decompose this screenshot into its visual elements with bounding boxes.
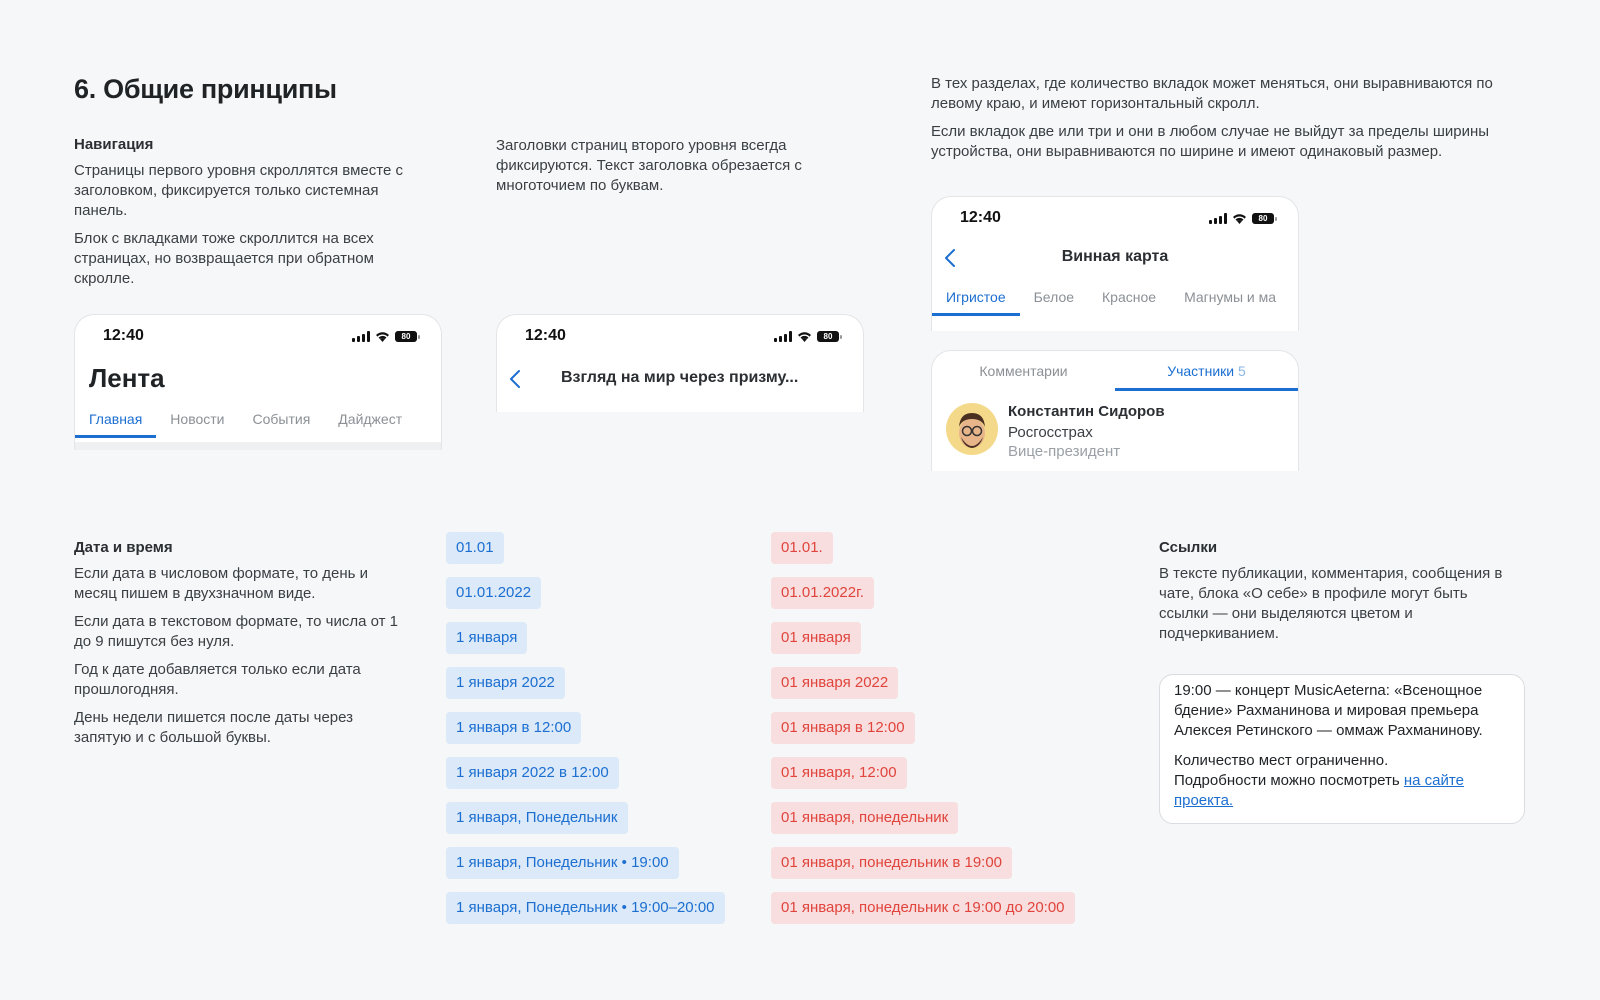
date-example-incorrect: 01 января, понедельник с 19:00 до 20:00 — [771, 892, 1075, 924]
date-example-correct: 1 января 2022 — [446, 667, 565, 699]
tab-magnums[interactable]: Магнумы и ма — [1184, 289, 1277, 305]
date-example-incorrect: 01 января в 12:00 — [771, 712, 915, 744]
date-example-incorrect: 01 января 2022 — [771, 667, 898, 699]
phone-wine-mockup — [931, 196, 1299, 331]
links-section — [1159, 539, 1519, 644]
nav-text-2: Блок с вкладками тоже скроллится на всех страницах, но возвращается при обратном скролле. — [74, 230, 374, 287]
active-tab-indicator — [1115, 388, 1298, 391]
signal-icon — [1209, 213, 1227, 224]
signal-icon — [352, 331, 370, 342]
wine-header-title: Винная карта — [1061, 248, 1169, 265]
tab-digest[interactable]: Дайджест — [338, 411, 403, 427]
phone-article-mockup — [496, 314, 864, 412]
date-example-incorrect: 01.01. — [771, 532, 833, 564]
project-site-link[interactable]: на сайте проекта. — [1174, 772, 1464, 809]
date-example-incorrect: 01 января, понедельник в 19:00 — [771, 847, 1012, 879]
tab-events[interactable]: События — [252, 411, 311, 427]
tab-news[interactable]: Новости — [170, 411, 225, 427]
status-bar — [75, 323, 441, 351]
date-example-correct: 01.01.2022 — [446, 577, 541, 609]
feed-tabs — [75, 411, 416, 438]
wifi-icon — [797, 331, 812, 342]
feed-title: Лента — [89, 363, 165, 393]
dates-heading: Дата и время — [74, 539, 173, 556]
battery-icon: 80 — [395, 331, 417, 342]
headers-section — [496, 136, 826, 196]
date-example-correct: 1 января, Понедельник • 19:00 — [446, 847, 679, 879]
dates-section — [74, 539, 414, 748]
status-bar — [497, 323, 863, 351]
status-time: 12:40 — [960, 209, 1001, 226]
message-text-2a: Количество мест ограниченно. — [1174, 752, 1389, 769]
participant-role: Вице-президент — [1008, 443, 1121, 460]
link-example-message — [1159, 674, 1525, 824]
date-example-correct: 1 января, Понедельник — [446, 802, 628, 834]
battery-icon: 80 — [817, 331, 839, 342]
wifi-icon — [375, 331, 390, 342]
tabs-text-1: В тех разделах, где количество вкладок может меняться, они выравниваются по левому краю, и имеют горизонтальный скролл. — [931, 75, 1493, 112]
date-example-correct: 1 января — [446, 622, 527, 654]
dates-text-1: Если дата в числовом формате, то день и месяц пишем в двухзначном виде. — [74, 565, 369, 602]
participant-name: Константин Сидоров — [1008, 403, 1165, 420]
status-bar — [932, 205, 1298, 233]
nav-section — [74, 136, 419, 289]
message-text-1: 19:00 — концерт MusicAeterna: «Всенощное бдение» Рахманинова и мировая премьера Алексея Ретинского — оммаж Рахманинову. — [1174, 682, 1483, 739]
wifi-icon — [1232, 213, 1247, 224]
message-text-2b: Подробности можно посмотреть — [1174, 772, 1404, 789]
tab-red[interactable]: Красное — [1102, 289, 1157, 305]
date-example-incorrect: 01 января — [771, 622, 861, 654]
dates-text-2: Если дата в текстовом формате, то числа от 1 до 9 пишутся без нуля. — [74, 613, 398, 650]
tabs-text-2: Если вкладок две или три и они в любом случае не выйдут за пределы ширины устройства, они выравниваются по ширине и имеют одинаковый размер. — [931, 123, 1490, 160]
tab-white[interactable]: Белое — [1033, 289, 1075, 305]
dates-text-4: День недели пишется после даты через запятую и с большой буквы. — [74, 709, 354, 746]
tab-sparkling[interactable]: Игристое — [932, 289, 1020, 316]
nav-heading: Навигация — [74, 136, 154, 153]
avatar — [946, 403, 998, 455]
phone-feed-mockup — [74, 314, 442, 450]
date-example-incorrect: 01 января, 12:00 — [771, 757, 907, 789]
date-example-incorrect: 01 января, понедельник — [771, 802, 958, 834]
date-example-correct: 1 января, Понедельник • 19:00–20:00 — [446, 892, 725, 924]
message-text-2 — [1174, 751, 1512, 811]
participant-company: Росгосстрах — [1008, 424, 1093, 441]
tabs-divider — [75, 442, 441, 450]
article-header-title: Взгляд на мир через призму... — [561, 369, 799, 386]
date-example-correct: 01.01 — [446, 532, 504, 564]
date-example-correct: 1 января в 12:00 — [446, 712, 581, 744]
tabs-section — [931, 74, 1521, 162]
battery-icon: 80 — [1252, 213, 1274, 224]
nav-text-1: Страницы первого уровня скроллятся вместе с заголовком, фиксируется только системная панель. — [74, 162, 403, 219]
links-text: В тексте публикации, комментария, сообщения в чате, блока «О себе» в профиле могут быть ссылки — они выделяются цветом и подчеркиванием. — [1159, 565, 1503, 642]
tab-participants[interactable] — [1115, 363, 1298, 379]
page-title: 6. Общие принципы — [74, 74, 337, 104]
memoji-avatar-icon — [946, 403, 998, 455]
tab-comments[interactable]: Комментарии — [979, 363, 1068, 379]
headers-text: Заголовки страниц второго уровня всегда фиксируются. Текст заголовка обрезается с многоточием по буквам. — [496, 137, 802, 194]
date-example-correct: 1 января 2022 в 12:00 — [446, 757, 619, 789]
dates-text-3: Год к дате добавляется только если дата прошлогодняя. — [74, 661, 361, 698]
tab-main[interactable]: Главная — [75, 411, 156, 438]
phone-participants-mockup — [931, 350, 1299, 471]
links-heading: Ссылки — [1159, 539, 1218, 556]
status-time: 12:40 — [103, 327, 144, 344]
tab-participants-label: Участники — [1167, 363, 1235, 379]
date-example-incorrect: 01.01.2022г. — [771, 577, 874, 609]
tab-participants-count: 5 — [1237, 363, 1246, 379]
wine-tabs — [932, 289, 1290, 316]
signal-icon — [774, 331, 792, 342]
back-arrow-icon[interactable] — [509, 369, 521, 389]
status-time: 12:40 — [525, 327, 566, 344]
